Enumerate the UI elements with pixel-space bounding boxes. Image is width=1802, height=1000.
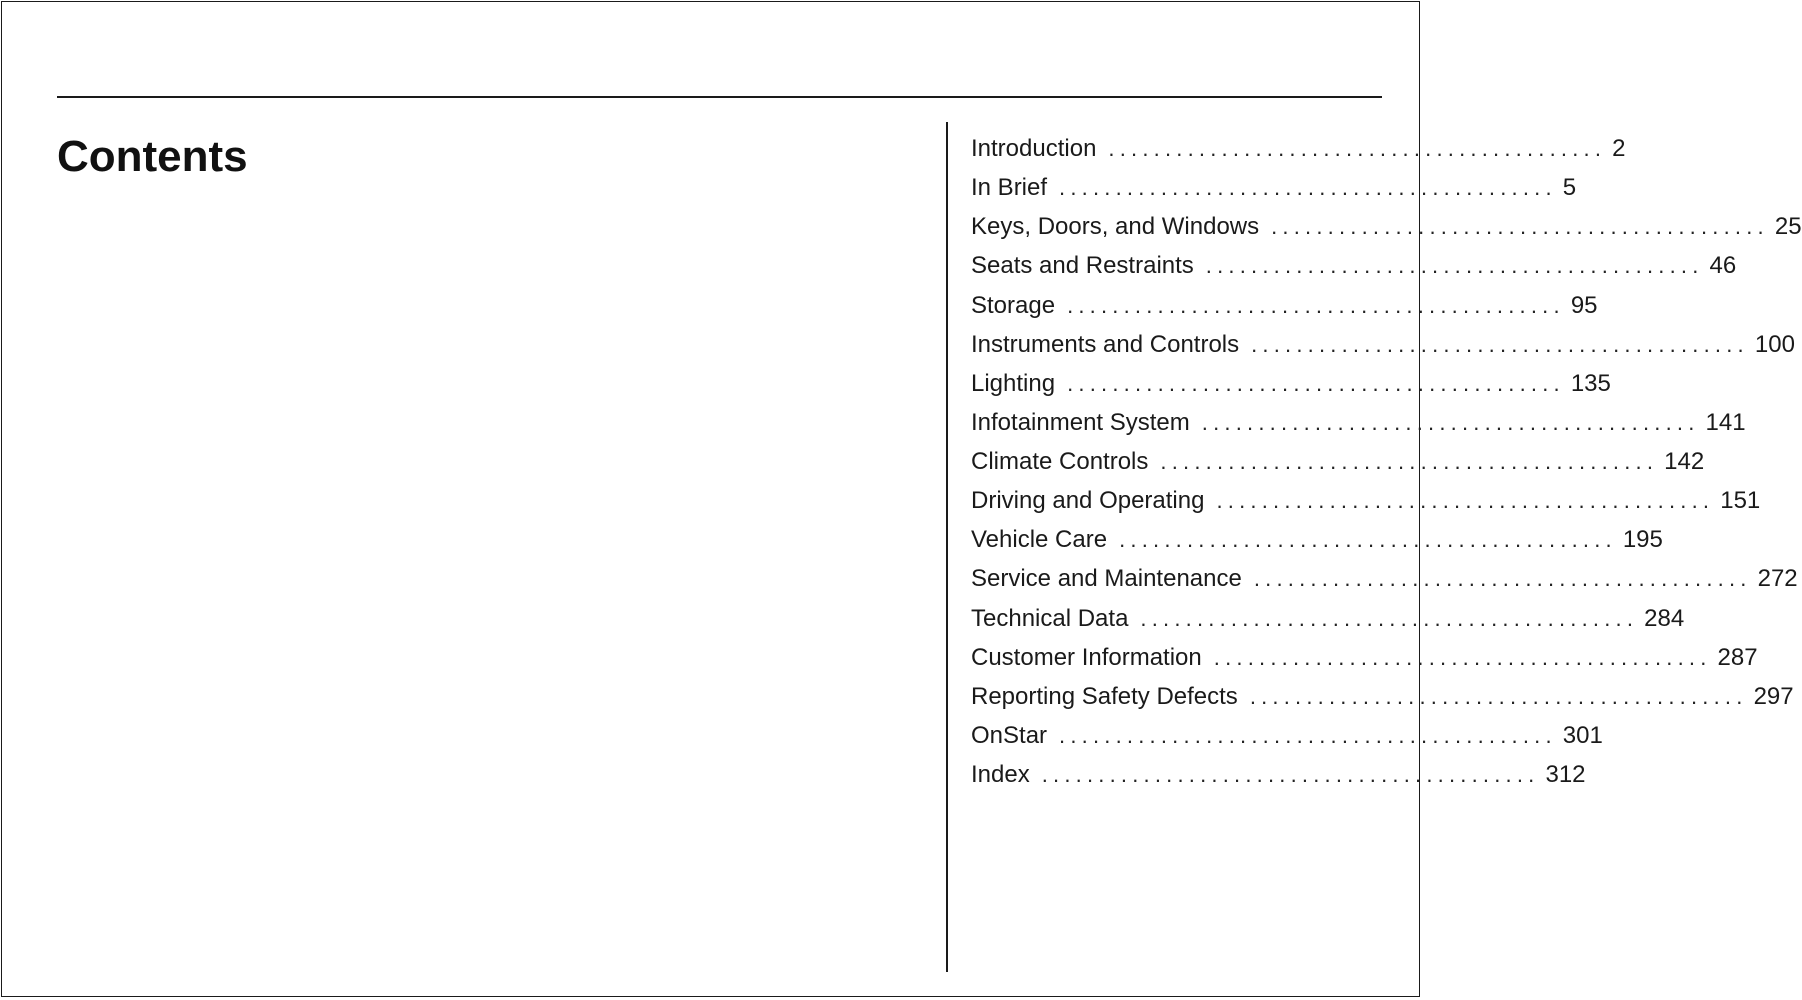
toc-entry-page-number: 272 <box>1757 565 1798 593</box>
toc-dot-leader: ............................................ <box>1108 136 1607 161</box>
toc-entry-label: Keys, Doors, and Windows <box>971 213 1260 241</box>
toc-entry-label: Climate Controls <box>971 448 1149 475</box>
toc-entry-label: Customer Information <box>971 643 1202 671</box>
toc-entry-label: In Brief <box>971 174 1048 202</box>
toc-entry[interactable] <box>971 481 1761 520</box>
toc-dot-leader: ............................................ <box>1067 292 1565 318</box>
toc-entry-label: Index <box>971 761 1030 788</box>
toc-entry[interactable] <box>971 403 1746 442</box>
toc-entry[interactable] <box>971 246 1737 285</box>
toc-entry[interactable] <box>971 364 1611 403</box>
toc-entry[interactable] <box>971 286 1598 325</box>
toc-entry-page-number: 297 <box>1753 682 1794 710</box>
toc-dot-leader: ............................................ <box>1160 449 1659 474</box>
toc-entry[interactable] <box>971 559 1798 598</box>
toc-entry-page-number: 142 <box>1664 448 1705 475</box>
toc-dot-leader: ............................................ <box>1251 331 1749 357</box>
toc-entry-page-number: 25 <box>1774 213 1802 241</box>
toc-dot-leader: ............................................ <box>1041 762 1540 787</box>
toc-entry[interactable] <box>971 599 1685 638</box>
toc-entry-label: Vehicle Care <box>971 526 1108 554</box>
toc-dot-leader: ............................................ <box>1059 175 1557 201</box>
toc-entry[interactable] <box>971 716 1603 755</box>
toc-entry-page-number: 95 <box>1570 291 1598 319</box>
toc-entry-page-number: 100 <box>1754 330 1795 358</box>
toc-entry-page-number: 301 <box>1562 721 1603 749</box>
toc-dot-leader: ............................................ <box>1059 722 1557 748</box>
header-rule <box>57 96 1382 98</box>
toc-entry-label: Infotainment System <box>971 408 1190 436</box>
toc-dot-leader: ............................................ <box>1067 370 1565 396</box>
toc-dot-leader: ............................................ <box>1249 683 1748 709</box>
toc-entry[interactable] <box>971 129 1626 168</box>
toc-entry[interactable] <box>971 520 1663 559</box>
toc-dot-leader: ............................................ <box>1253 566 1752 592</box>
toc-entry-label: Storage <box>971 291 1056 319</box>
page-title: Contents <box>57 132 248 181</box>
toc-entry-label: Technical Data <box>971 604 1129 632</box>
table-of-contents <box>971 129 1802 794</box>
toc-dot-leader: ............................................ <box>1213 644 1712 670</box>
toc-entry-page-number: 195 <box>1622 526 1663 554</box>
toc-entry-label: Reporting Safety Defects <box>971 682 1238 710</box>
toc-dot-leader: ............................................ <box>1201 409 1700 435</box>
toc-entry-label: Introduction <box>971 135 1097 162</box>
column-divider <box>946 122 948 972</box>
toc-dot-leader: ............................................ <box>1140 605 1639 631</box>
toc-entry[interactable] <box>971 325 1795 364</box>
toc-entry-page-number: 284 <box>1644 604 1685 632</box>
toc-entry-page-number: 312 <box>1545 761 1586 788</box>
toc-entry-label: Instruments and Controls <box>971 330 1240 358</box>
toc-entry-page-number: 2 <box>1612 135 1626 162</box>
toc-entry-page-number: 5 <box>1562 174 1577 202</box>
toc-entry[interactable] <box>971 638 1758 677</box>
toc-entry[interactable] <box>971 168 1577 207</box>
toc-dot-leader: ............................................ <box>1216 488 1715 514</box>
toc-entry-page-number: 46 <box>1709 252 1737 280</box>
toc-entry[interactable] <box>971 677 1794 716</box>
toc-entry-page-number: 135 <box>1570 369 1611 397</box>
toc-dot-leader: ............................................ <box>1205 253 1704 279</box>
toc-entry[interactable] <box>971 442 1705 481</box>
toc-entry-label: Driving and Operating <box>971 487 1205 515</box>
toc-entry-page-number: 287 <box>1717 643 1758 671</box>
toc-entry-label: Service and Maintenance <box>971 565 1242 593</box>
toc-entry[interactable] <box>971 755 1586 794</box>
toc-entry-label: Lighting <box>971 369 1056 397</box>
toc-dot-leader: ............................................ <box>1271 214 1769 240</box>
toc-entry-page-number: 151 <box>1720 487 1761 515</box>
toc-dot-leader: ............................................ <box>1119 527 1617 553</box>
toc-entry-label: OnStar <box>971 721 1048 749</box>
toc-entry-page-number: 141 <box>1705 408 1746 436</box>
toc-entry-label: Seats and Restraints <box>971 252 1194 280</box>
toc-entry[interactable] <box>971 207 1802 246</box>
